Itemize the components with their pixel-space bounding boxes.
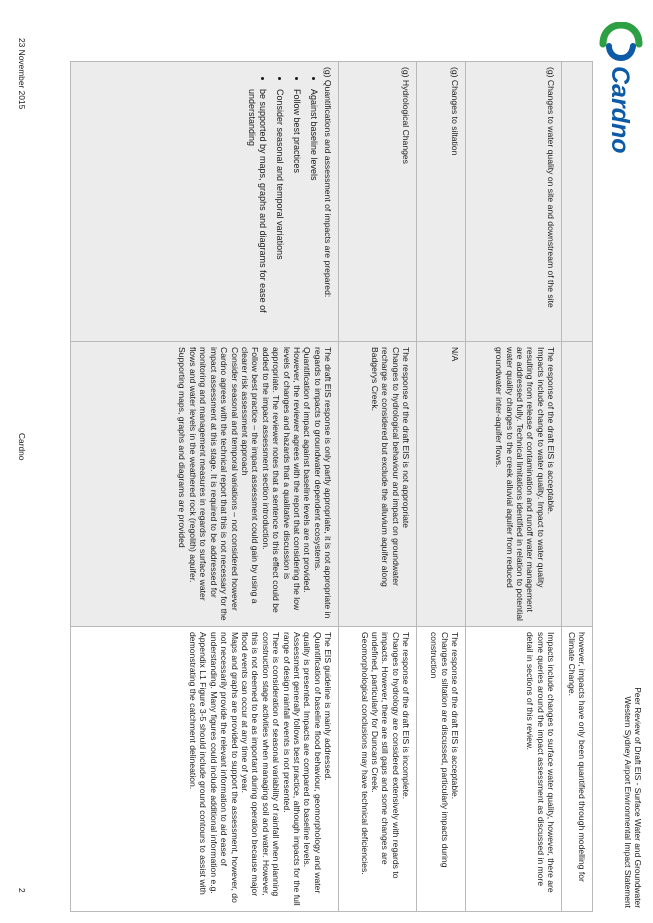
- list-item: • Follow best practices: [291, 89, 302, 336]
- footer-date: 23 November 2015: [17, 38, 27, 110]
- report-title-line-1: Peer Review of Draft EIS - Surface Water and Groundwater: [633, 687, 643, 908]
- comment-cell: [71, 627, 339, 912]
- cell-text: The response of the draft EIS is not appropriate: [401, 347, 412, 529]
- cardno-logo: [595, 22, 645, 162]
- comment-cell: [417, 627, 466, 912]
- comment-cell: [339, 627, 417, 912]
- cell-text: The response of the draft EIS is incomplete.: [401, 632, 412, 800]
- table-row: [466, 62, 562, 912]
- cell-text: Impacts include change to water quality. Impact to water quality resulting from release of contamination and runoff water management are addressed fully. Technical limitations identified in relation to potential water quality changes to the creek alluvial aquifer from reduced groundwater inter-aquifer flows.: [494, 347, 546, 621]
- cell-text: Changes to hydrology are considered extensively with regards to impacts. However, there are still gaps and some changes are undefined, particularly for Duncans Creek.: [369, 632, 401, 879]
- cell-text: Impacts include changes to surface water quality, however, there are some queries around the impact assessment as discussed in more detail in sections of this review.: [525, 632, 557, 893]
- report-title-line-2: Western Sydney Airport Environmental Impact Statement: [623, 696, 633, 908]
- table-row: [562, 62, 593, 912]
- cell-text: Quantification of baseline flood behaviour, geomorphology and water quality is presented. Impacts are compared to baseline levels.: [302, 632, 323, 894]
- criterion-bullet-list: [246, 67, 319, 336]
- list-item: • Consider seasonal and temporal variations: [274, 89, 285, 336]
- table-cell: [562, 62, 593, 342]
- criterion-text: (g) Changes to water quality on site and downstream of the site: [546, 67, 557, 308]
- criterion-cell: [339, 62, 417, 342]
- comment-cell: [466, 627, 562, 912]
- list-item: • Against baseline levels: [308, 89, 319, 336]
- cell-text: Geomorphological conclusions may have technical deficiencies.: [359, 632, 370, 875]
- table-row: [339, 62, 417, 912]
- cardno-logo-mark: [595, 22, 645, 162]
- table-cell: [562, 627, 593, 912]
- response-cell: [71, 342, 339, 627]
- cell-text: The response of the draft EIS is acceptable.: [546, 347, 557, 515]
- cell-text: N/A: [450, 347, 461, 362]
- cell-text: Maps and graphs are provided to support the assessment, however, do not necessarily provide the relevant information to aid ease of understanding. Many figures could include additional information e.g. Appendix L1 Figure 3-5 should include ground contours to assist with demonstrating the catchment delineation.: [187, 632, 240, 903]
- cell-text: Changes to hydrological behaviour and impact on groundwater recharge are considered but exclude the alluvium aquifer along Badgerys Creek.: [369, 347, 401, 587]
- criterion-text: (g) Quantifications and assessment of impacts are prepared:: [323, 67, 334, 298]
- response-cell: [417, 342, 466, 627]
- cell-text: The response of the draft EIS is acceptable.: [450, 632, 461, 800]
- page-number: 2: [17, 888, 27, 893]
- table-row: [71, 62, 339, 912]
- list-item: • be supported by maps, graphs and diagrams for ease of understanding: [246, 89, 268, 336]
- response-cell: [466, 342, 562, 627]
- criterion-text: (g) Changes to siltation: [450, 67, 461, 156]
- cell-text: Assessment generally follows best practice, although impacts for the full range of design rainfall events is not presented.: [281, 632, 302, 906]
- cell-text: There is consideration of seasonal variability of rainfall when planning construction stage activities when managing soil and water. However, this is not deemed to be as important during operation because major flood events can occur at any time of year.: [239, 632, 282, 897]
- cell-text: Changes to siltation are discussed, particularly impacts during construction: [429, 632, 450, 868]
- table-row: [417, 62, 466, 912]
- logo-wordmark: Cardno: [606, 66, 634, 154]
- criterion-cell: [71, 62, 339, 342]
- cell-text: Supporting maps, graphs and diagrams are provided: [177, 347, 188, 548]
- cell-text: The draft EIS response is only partly appropriate, it is not appropriate in regards to impacts to groundwater dependent ecosystems.: [312, 347, 334, 619]
- cell-text: The EIS guideline is mainly addressed.: [323, 632, 334, 781]
- table-cell: [562, 342, 593, 627]
- footer-company: Cardno: [17, 433, 27, 461]
- cell-text: Consider seasonal and temporal variations – not considered however Cardno agrees with the technical report that this is not necessary for the impact assessment at this stage. It is required to be addressed for monitoring and management measures in regards to surface water flows and water levels in the weathered rock (regolith) aquifer.: [187, 347, 240, 621]
- cell-text: Follow best practice – the impact assessment could gain by using a clearer risk assessment approach: [239, 347, 261, 604]
- criterion-cell: [417, 62, 466, 342]
- review-table: [70, 61, 593, 912]
- criterion-text: (g) Hydrological Changes: [401, 67, 412, 164]
- response-cell: [339, 342, 417, 627]
- cell-text: however, impacts have only been quantified through modelling for Climate Change.: [566, 632, 587, 882]
- report-title: [623, 650, 643, 908]
- cell-text: Quantification of impact against baseline levels are not provided. However, the reviewer agrees with the report that considering the low levels of changes and hazards that a qualitative discussion is appropriate. The reviewer notes that a sentence to this effect could be added to the impact assessment section introduction.: [260, 347, 313, 613]
- criterion-cell: [466, 62, 562, 342]
